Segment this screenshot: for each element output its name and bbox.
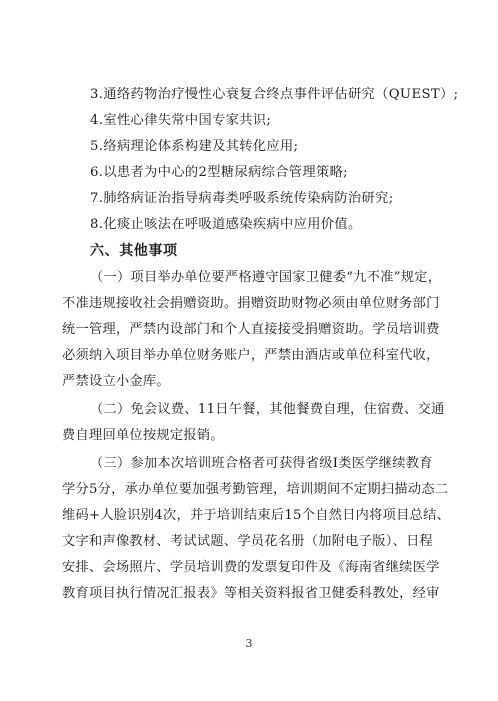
paragraph-2-line: （二）免会议费、11日午餐，其他餐费自理，住宿费、交通 <box>90 402 445 417</box>
section-heading: 六、其他事项 <box>90 243 178 259</box>
list-item-8: 8.化痰止咳法在呼吸道感染疾病中应用价值。 <box>90 217 362 232</box>
paragraph-2-line: 费自理回单位按规定报销。 <box>62 428 224 443</box>
paragraph-1-line: 必须纳入项目举办单位财务账户，严禁由酒店或单位科室代收， <box>62 348 440 363</box>
paragraph-3-line: 学分5分，承办单位要加强考勤管理，培训期间不定期扫描动态二 <box>62 482 449 497</box>
list-item-3: 3.通络药物治疗慢性心衰复合终点事件评估研究（QUEST）; <box>90 87 459 102</box>
paragraph-3-line: 教育项目执行情况汇报表》等相关资料报省卫健委科教处，经审 <box>62 586 440 601</box>
paragraph-1-line: （一）项目举办单位要严格遵守国家卫健委“九不准”规定， <box>90 270 442 285</box>
paragraph-3-line: 文字和声像教材、考试试题、学员花名册（加附电子版）、日程 <box>62 534 434 549</box>
paragraph-1-line: 统一管理，严禁内设部门和个人直接接受捐赠资助。学员培训费 <box>62 322 440 337</box>
list-item-6: 6.以患者为中心的2型糖尿病综合管理策略; <box>90 165 349 180</box>
paragraph-1-line: 严禁设立小金库。 <box>62 374 170 389</box>
list-item-7: 7.肺络病证治指导病毒类呼吸系统传染病防治研究; <box>90 191 394 206</box>
list-item-5: 5.络病理论体系构建及其转化应用; <box>90 139 299 154</box>
list-item-4: 4.室性心律失常中国专家共识; <box>90 113 272 128</box>
paragraph-3-line: （三）参加本次培训班合格者可获得省级Ⅰ类医学继续教育 <box>90 456 433 471</box>
page-number: 3 <box>245 637 253 650</box>
paragraph-1-line: 不准违规接收社会捐赠资助。捐赠资助财物必须由单位财务部门 <box>62 296 440 311</box>
paragraph-3-line: 安排、会场照片、学员培训费的发票复印件及《海南省继续医学 <box>62 560 440 575</box>
paragraph-3-line: 维码+人脸识别4次，并于培训结束后15个自然日内将项目总结、 <box>62 508 451 523</box>
